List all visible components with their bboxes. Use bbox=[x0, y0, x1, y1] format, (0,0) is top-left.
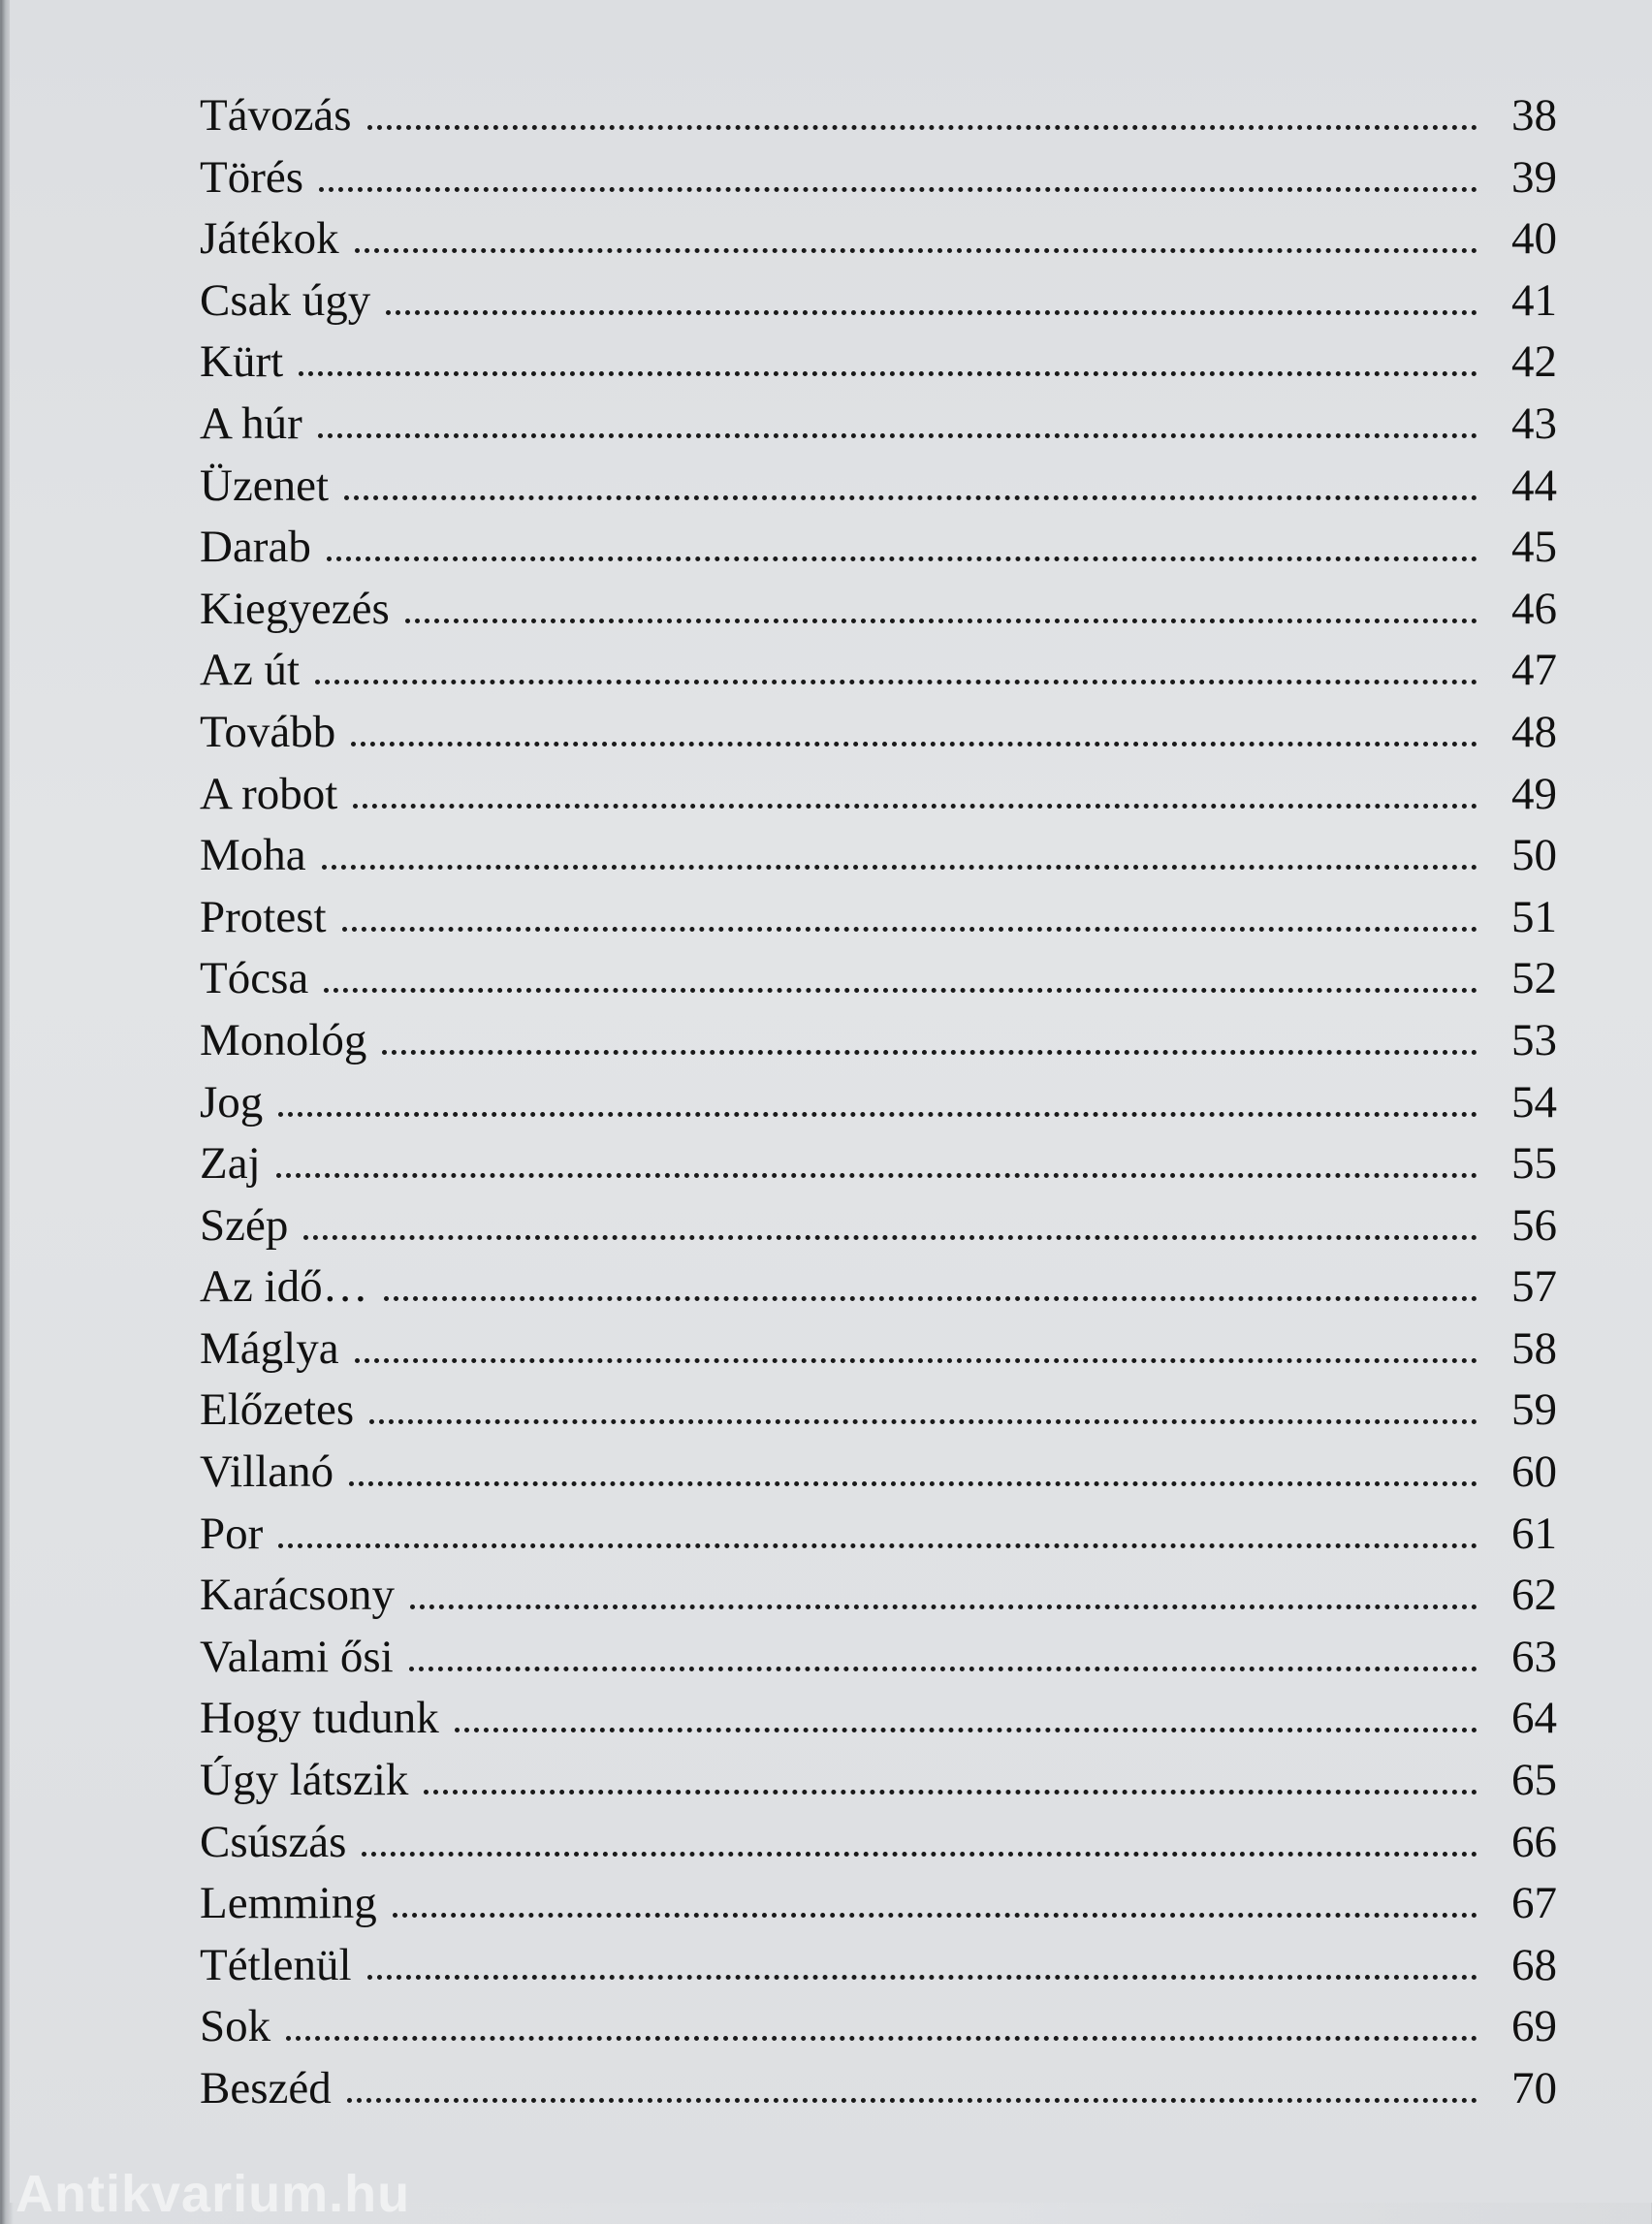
toc-entry-title: Sok bbox=[200, 2001, 271, 2052]
toc-entry-title: Az idő… bbox=[200, 1261, 368, 1313]
toc-entry-title: Tovább bbox=[200, 706, 336, 757]
toc-entry-title: Villanó bbox=[200, 1446, 334, 1498]
toc-entry bbox=[200, 1010, 1557, 1072]
toc-entry-title: Karácsony bbox=[200, 1570, 395, 1621]
toc-entry-title: Darab bbox=[200, 522, 311, 573]
toc-entry-page-number: 54 bbox=[1511, 1076, 1557, 1128]
toc-entry-page-number: 50 bbox=[1511, 830, 1557, 881]
toc-entry bbox=[200, 85, 1557, 147]
toc-entry-page-number: 66 bbox=[1511, 1816, 1557, 1867]
toc-entry-page-number: 65 bbox=[1511, 1755, 1557, 1806]
toc-entry-title: Jog bbox=[200, 1076, 264, 1128]
toc-entry-page-number: 43 bbox=[1511, 397, 1557, 449]
toc-entry-page-number: 39 bbox=[1511, 151, 1557, 203]
toc-entry bbox=[200, 208, 1557, 270]
toc-entry bbox=[200, 517, 1557, 579]
toc-entry-title: Csak úgy bbox=[200, 274, 371, 326]
toc-entry-page-number: 57 bbox=[1511, 1261, 1557, 1313]
toc-entry-page-number: 47 bbox=[1511, 645, 1557, 696]
toc-entry-page-number: 63 bbox=[1511, 1631, 1557, 1682]
dot-leader bbox=[278, 1534, 1477, 1548]
toc-entry-page-number: 59 bbox=[1511, 1384, 1557, 1436]
toc-entry-title: Csúszás bbox=[200, 1816, 347, 1867]
toc-entry bbox=[200, 1873, 1557, 1935]
dot-leader bbox=[369, 1410, 1477, 1424]
toc-entry-page-number: 62 bbox=[1511, 1570, 1557, 1621]
toc-entry bbox=[200, 1565, 1557, 1627]
dot-leader bbox=[351, 732, 1477, 747]
dot-leader bbox=[322, 855, 1477, 870]
toc-entry-title: Moha bbox=[200, 830, 306, 881]
toc-entry-title: A húr bbox=[200, 397, 302, 449]
toc-entry bbox=[200, 825, 1557, 887]
book-page bbox=[10, 0, 1652, 2223]
dot-leader bbox=[455, 1718, 1477, 1732]
toc-entry bbox=[200, 1935, 1557, 1997]
dot-leader bbox=[424, 1780, 1477, 1795]
toc-entry bbox=[200, 1072, 1557, 1134]
toc-entry-page-number: 45 bbox=[1511, 522, 1557, 573]
toc-entry bbox=[200, 579, 1557, 641]
toc-entry-page-number: 67 bbox=[1511, 1878, 1557, 1929]
toc-entry-page-number: 38 bbox=[1511, 90, 1557, 141]
dot-leader bbox=[410, 1595, 1477, 1609]
toc-entry-title: Előzetes bbox=[200, 1384, 355, 1436]
dot-leader bbox=[278, 1102, 1477, 1117]
dot-leader bbox=[386, 301, 1477, 315]
toc-entry-page-number: 44 bbox=[1511, 460, 1557, 511]
toc-entry-title: Beszéd bbox=[200, 2063, 332, 2113]
dot-leader bbox=[319, 177, 1477, 192]
toc-entry bbox=[200, 764, 1557, 826]
dot-leader bbox=[355, 238, 1477, 253]
dot-leader bbox=[362, 1842, 1477, 1857]
toc-entry bbox=[200, 394, 1557, 456]
toc-entry-page-number: 61 bbox=[1511, 1508, 1557, 1559]
dot-leader bbox=[367, 115, 1477, 130]
toc-entry-title: Játékok bbox=[200, 213, 339, 265]
toc-entry bbox=[200, 147, 1557, 209]
toc-entry bbox=[200, 887, 1557, 949]
toc-entry-page-number: 46 bbox=[1511, 583, 1557, 634]
toc-entry-page-number: 55 bbox=[1511, 1138, 1557, 1190]
toc-entry-title: Hogy tudunk bbox=[200, 1693, 439, 1744]
toc-entry-page-number: 64 bbox=[1511, 1693, 1557, 1744]
toc-entry-title: Szép bbox=[200, 1199, 289, 1251]
toc-entry-page-number: 41 bbox=[1511, 274, 1557, 326]
dot-leader bbox=[318, 424, 1477, 438]
toc-entry bbox=[200, 948, 1557, 1010]
toc-entry-page-number: 53 bbox=[1511, 1014, 1557, 1065]
dot-leader bbox=[276, 1163, 1477, 1178]
dot-leader bbox=[353, 794, 1477, 809]
toc-entry-page-number: 48 bbox=[1511, 706, 1557, 757]
toc-entry bbox=[200, 640, 1557, 702]
toc-entry-title: Távozás bbox=[200, 90, 352, 141]
toc-entry-page-number: 51 bbox=[1511, 891, 1557, 942]
toc-entry-page-number: 56 bbox=[1511, 1199, 1557, 1251]
dot-leader bbox=[349, 1472, 1477, 1486]
toc-entry-title: Por bbox=[200, 1508, 264, 1559]
dot-leader bbox=[327, 547, 1477, 561]
toc-entry-title: A robot bbox=[200, 768, 338, 819]
toc-entry bbox=[200, 332, 1557, 394]
toc-entry bbox=[200, 1442, 1557, 1504]
toc-entry-page-number: 70 bbox=[1511, 2063, 1557, 2113]
dot-leader bbox=[409, 1657, 1477, 1671]
toc-entry-title: Lemming bbox=[200, 1878, 377, 1929]
toc-entry bbox=[200, 270, 1557, 333]
toc-entry bbox=[200, 2058, 1557, 2120]
toc-entry-page-number: 58 bbox=[1511, 1322, 1557, 1374]
toc-entry-title: Valami ősi bbox=[200, 1631, 394, 1682]
dot-leader bbox=[393, 1903, 1477, 1918]
toc-entry-page-number: 42 bbox=[1511, 336, 1557, 388]
toc-entry-title: Úgy látszik bbox=[200, 1755, 409, 1806]
dot-leader bbox=[342, 917, 1477, 932]
dot-leader bbox=[303, 1225, 1477, 1240]
toc-entry bbox=[200, 1812, 1557, 1874]
toc-entry-title: Kiegyezés bbox=[200, 583, 390, 634]
toc-entry-title: Az út bbox=[200, 645, 301, 696]
toc-entry-page-number: 60 bbox=[1511, 1446, 1557, 1498]
toc-entry-title: Üzenet bbox=[200, 460, 330, 511]
toc-entry bbox=[200, 1195, 1557, 1257]
toc-entry bbox=[200, 1996, 1557, 2058]
dot-leader bbox=[347, 2088, 1477, 2103]
toc-entry bbox=[200, 1627, 1557, 1689]
toc-entry-page-number: 40 bbox=[1511, 213, 1557, 265]
table-of-contents bbox=[200, 85, 1557, 2120]
dot-leader bbox=[344, 486, 1477, 500]
toc-entry bbox=[200, 1256, 1557, 1319]
toc-entry-page-number: 49 bbox=[1511, 768, 1557, 819]
dot-leader bbox=[382, 1040, 1477, 1055]
toc-entry-page-number: 69 bbox=[1511, 2001, 1557, 2052]
toc-entry-title: Törés bbox=[200, 151, 304, 203]
dot-leader bbox=[324, 978, 1477, 993]
toc-entry-title: Máglya bbox=[200, 1322, 339, 1374]
toc-entry-page-number: 52 bbox=[1511, 953, 1557, 1004]
toc-entry-title: Monológ bbox=[200, 1014, 367, 1065]
toc-entry bbox=[200, 1504, 1557, 1566]
toc-entry bbox=[200, 1380, 1557, 1442]
toc-entry bbox=[200, 1319, 1557, 1381]
dot-leader bbox=[405, 609, 1477, 623]
toc-entry bbox=[200, 1750, 1557, 1812]
toc-entry-title: Tócsa bbox=[200, 953, 309, 1004]
toc-entry bbox=[200, 456, 1557, 518]
toc-entry bbox=[200, 1688, 1557, 1750]
dot-leader bbox=[286, 2026, 1477, 2041]
toc-entry-title: Protest bbox=[200, 891, 327, 942]
toc-entry-page-number: 68 bbox=[1511, 1939, 1557, 1990]
toc-entry-title: Tétlenül bbox=[200, 1939, 352, 1990]
toc-entry bbox=[200, 1133, 1557, 1195]
dot-leader bbox=[315, 670, 1477, 684]
watermark: Antikvarium.hu bbox=[16, 2165, 411, 2223]
toc-entry-title: Kürt bbox=[200, 336, 284, 388]
toc-entry-title: Zaj bbox=[200, 1138, 261, 1190]
dot-leader bbox=[367, 1965, 1477, 1980]
dot-leader bbox=[355, 1349, 1477, 1363]
toc-entry bbox=[200, 702, 1557, 764]
dot-leader bbox=[384, 1287, 1477, 1301]
dot-leader bbox=[299, 362, 1477, 376]
